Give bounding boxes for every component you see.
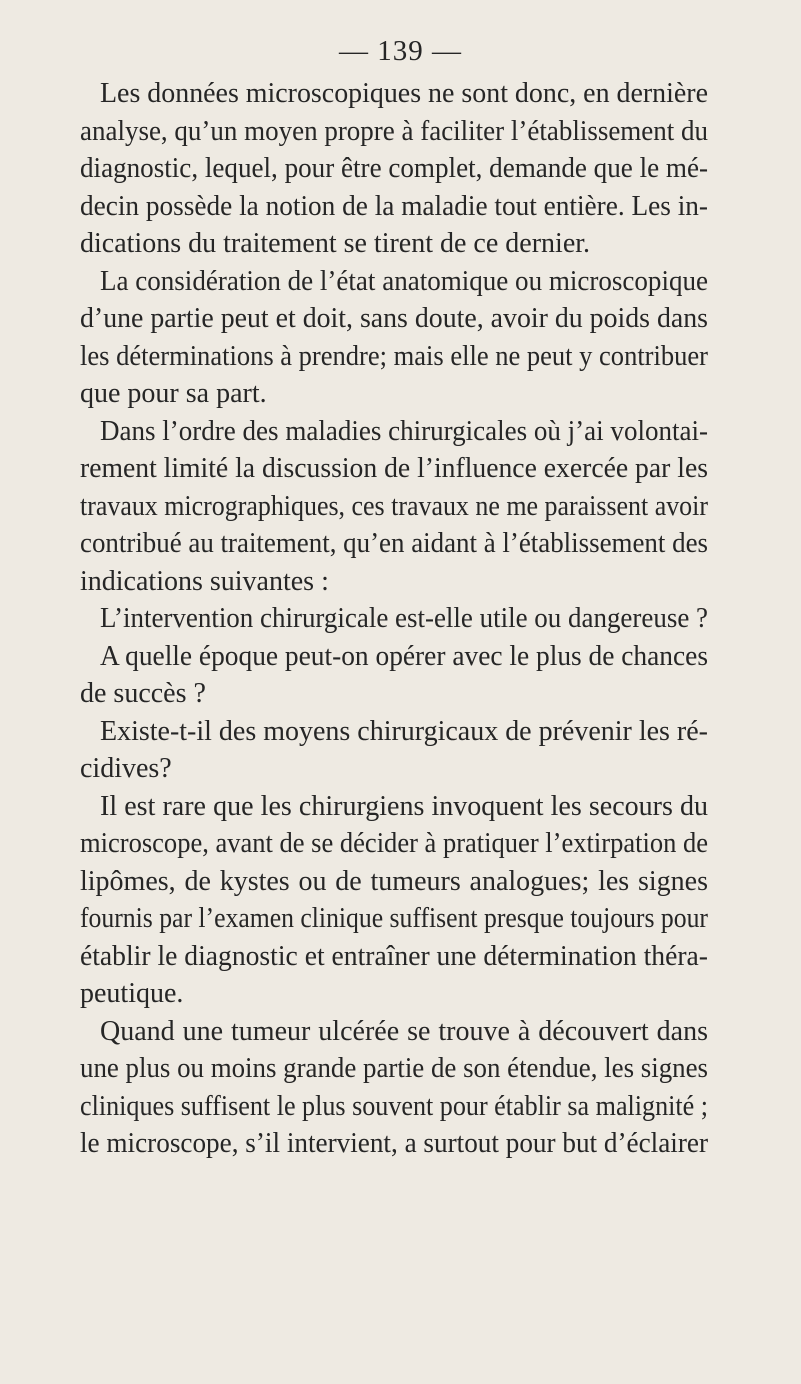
- text-line: Il est rare que les chirurgiens invoquent les secours du: [100, 790, 708, 822]
- text-line: les déterminations à prendre; mais elle ne peut y contribuer: [80, 340, 708, 372]
- text-line: peutique.: [80, 978, 184, 1009]
- text-line: lipômes, de kystes ou de tumeurs analogues; les signes: [80, 865, 708, 897]
- text-line: d’une partie peut et doit, sans doute, avoir du poids dans: [80, 303, 708, 334]
- text-line: que pour sa part.: [80, 378, 267, 409]
- text-line: decin possède la notion de la maladie tout entière. Les in-: [80, 190, 708, 222]
- text-line: indications suivantes :: [80, 565, 329, 597]
- page-number: — 139 —: [339, 35, 462, 67]
- text-line: L’intervention chirurgicale est-elle utile ou dangereuse ?: [99, 603, 708, 634]
- text-line: Les données microscopiques ne sont donc, en dernière: [99, 78, 708, 109]
- text-line: contribué au traitement, qu’en aidant à l’établissement des: [80, 528, 708, 559]
- text-line: de succès ?: [80, 678, 206, 709]
- text-line: Dans l’ordre des maladies chirurgicales où j’ai volontai-: [99, 415, 708, 447]
- text-line: établir le diagnostic et entraîner une détermination théra-: [80, 940, 708, 972]
- text-line: dications du traitement se tirent de ce dernier.: [80, 228, 591, 259]
- text-line: diagnostic, lequel, pour être complet, demande que le mé-: [80, 153, 708, 184]
- text-line: A quelle époque peut-on opérer avec le plus de chances: [99, 640, 708, 672]
- text-line: le microscope, s’il intervient, a surtout pour but d’éclairer: [80, 1128, 708, 1159]
- text-line: La considération de l’état anatomique ou microscopique: [99, 265, 708, 297]
- text-line: fournis par l’examen clinique suffisent presque toujours pour: [80, 903, 708, 934]
- text-line: rement limité la discussion de l’influence exercée par les: [80, 453, 708, 484]
- body-text: [80, 75, 708, 1163]
- text-line: cliniques suffisent le plus souvent pour établir sa malignité ;: [80, 1090, 708, 1122]
- text-line: Quand une tumeur ulcérée se trouve à découvert dans: [100, 1015, 708, 1047]
- text-line: analyse, qu’un moyen propre à faciliter l’établissement du: [80, 115, 708, 147]
- text-line: une plus ou moins grande partie de son étendue, les signes: [80, 1053, 708, 1084]
- text-line: travaux micrographiques, ces travaux ne me paraissent avoir: [80, 490, 708, 522]
- text-line: microscope, avant de se décider à pratiquer l’extirpation de: [80, 828, 708, 859]
- text-line: cidives?: [80, 753, 172, 784]
- text-line: Existe-t-il des moyens chirurgicaux de prévenir les ré-: [99, 715, 708, 747]
